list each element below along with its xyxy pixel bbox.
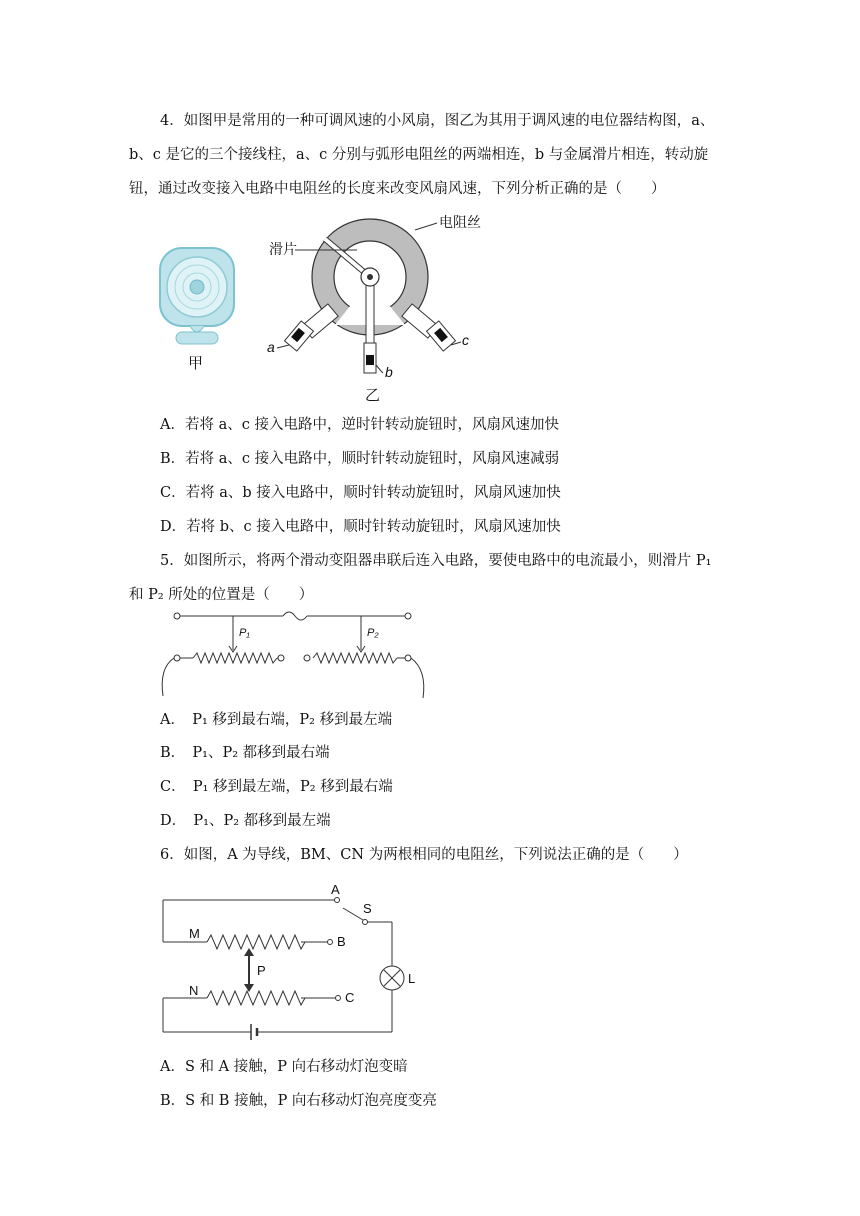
q5-line-2: 和 P₂ 所处的位置是（ ） <box>129 587 314 603</box>
q5-option-d: D． P₁、P₂ 都移到最左端 <box>160 813 331 829</box>
q6-line-1: 6．如图，A 为导线，BM、CN 为两根相同的电阻丝，下列说法正确的是（ ） <box>160 847 688 863</box>
label-A: A <box>331 882 340 897</box>
q5-option-a: A． P₁ 移到最右端，P₂ 移到最左端 <box>160 712 393 728</box>
label-terminal-c: c <box>462 332 469 348</box>
q4-option-c: C．若将 a、b 接入电路中，顺时针转动旋钮时，风扇风速加快 <box>160 485 561 501</box>
q5-option-c: C． P₁ 移到最左端，P₂ 移到最右端 <box>160 779 393 795</box>
label-resistance-wire: 电阻丝 <box>439 214 481 230</box>
q4-option-d: D．若将 b、c 接入电路中，顺时针转动旋钮时，风扇风速加快 <box>160 519 561 535</box>
label-S: S <box>363 901 372 916</box>
label-N: N <box>189 983 199 998</box>
label-P: P <box>257 963 266 978</box>
label-p1: P₁ <box>239 627 250 639</box>
rheostat-series-figure <box>155 608 435 703</box>
label-B: B <box>337 934 346 949</box>
q4-line-1: 4．如图甲是常用的一种可调风速的小风扇，图乙为其用于调风速的电位器结构图，a、 <box>160 113 715 129</box>
label-L: L <box>408 971 416 986</box>
label-p2: P₂ <box>367 627 379 639</box>
terminal-a-connector <box>277 304 338 351</box>
potentiometer-figure <box>265 205 485 405</box>
terminal-c-connector <box>402 304 461 351</box>
q6-option-b: B．S 和 B 接触，P 向右移动灯泡亮度变亮 <box>160 1093 437 1109</box>
label-terminal-a: a <box>267 339 275 355</box>
label-jia: 甲 <box>188 355 204 372</box>
label-M: M <box>189 926 200 941</box>
q5-option-b: B． P₁、P₂ 都移到最右端 <box>160 745 330 761</box>
q4-line-2: b、c 是它的三个接线柱，a、c 分别与弧形电阻丝的两端相连，b 与金属滑片相连，转动旋 <box>129 147 709 163</box>
label-terminal-b: b <box>385 364 393 380</box>
label-C: C <box>345 990 355 1005</box>
q4-option-b: B．若将 a、c 接入电路中，顺时针转动旋钮时，风扇风速减弱 <box>160 451 560 467</box>
q4-line-3: 钮，通过改变接入电路中电阻丝的长度来改变风扇风速，下列分析正确的是（ ） <box>129 181 666 197</box>
label-slider: 滑片 <box>269 241 297 257</box>
fan-figure <box>150 240 245 375</box>
q6-option-a: A．S 和 A 接触，P 向右移动灯泡变暗 <box>160 1059 408 1075</box>
circuit-figure <box>155 880 425 1040</box>
label-yi: 乙 <box>365 387 381 404</box>
q4-option-a: A．若将 a、c 接入电路中，逆时针转动旋钮时，风扇风速加快 <box>160 417 559 433</box>
q5-line-1: 5．如图所示，将两个滑动变阻器串联后连入电路，要使电路中的电流最小，则滑片 P₁ <box>160 553 712 569</box>
